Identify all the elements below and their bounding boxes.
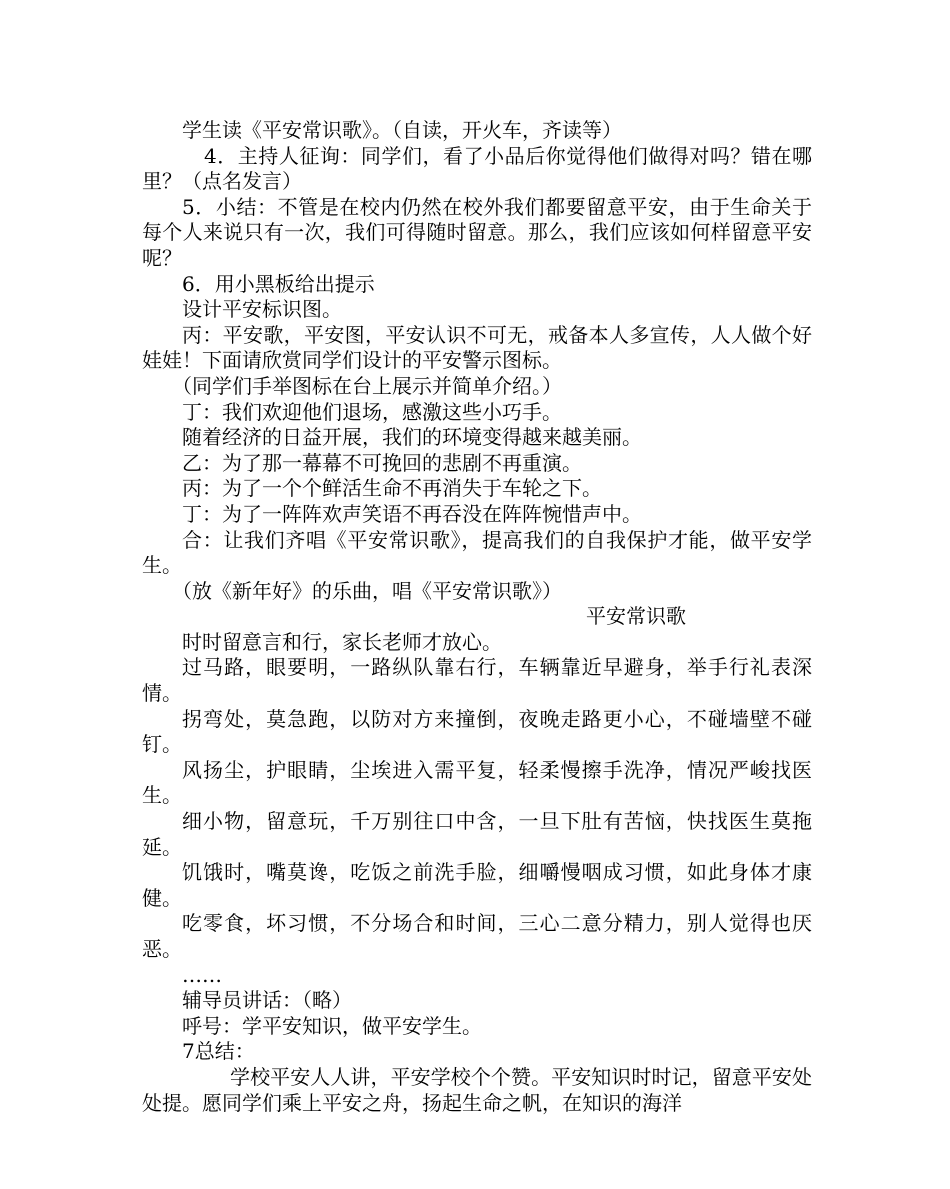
paragraph-counselor: 辅导员讲话：（略）	[182, 988, 352, 1013]
song-line-5: 细小物，留意玩，千万别往口中含，一旦下肚有苦恼，快找医生莫拖延。	[142, 809, 812, 859]
paragraph-students-show: （同学们手举图标在台上展示并简单介绍。）	[172, 373, 562, 398]
paragraph-bing-2: 丙：为了一个个鲜活生命不再消失于车轮之下。	[182, 476, 602, 501]
paragraph-read-song: 学生读《平安常识歌》。（自读，开火车，齐读等）	[182, 118, 622, 142]
song-line-2: 过马路，眼要明，一路纵队靠右行，车辆靠近早避身，举手行礼表深情。	[142, 655, 812, 706]
paragraph-together: 合：让我们齐唱《平安常识歌》，提高我们的自我保护才能，做平安学生。	[142, 527, 812, 578]
paragraph-design-signs: 设计平安标识图。	[182, 297, 342, 322]
song-line-3: 拐弯处，莫急跑，以防对方来撞倒，夜晚走路更小心，不碰墙壁不碰钉。	[142, 706, 812, 757]
paragraph-play-music: （放《新年好》的乐曲，唱《平安常识歌》）	[172, 578, 562, 603]
paragraph-summary-heading: 7总结：	[182, 1039, 255, 1064]
paragraph-step-4: 4．主持人征询：同学们，看了小品后你觉得他们做得对吗？错在哪里？（点名发言）	[142, 143, 812, 194]
paragraph-economy: 随着经济的日益开展，我们的环境变得越来越美丽。	[182, 425, 642, 450]
paragraph-slogan: 呼号：学平安知识，做平安学生。	[182, 1013, 482, 1038]
paragraph-step-5: 5．小结：不管是在校内仍然在校外我们都要留意平安，由于生命关于每个人来说只有一次，我们可得随时留意。那么，我们应该如何样留意平安呢？	[142, 194, 812, 270]
song-line-4: 风扬尘，护眼睛，尘埃进入需平复，轻柔慢擦手洗净，情况严峻找医生。	[142, 757, 812, 808]
ellipsis: ……	[182, 962, 222, 987]
song-line-1: 时时留意言和行，家长老师才放心。	[182, 629, 502, 654]
paragraph-summary: 学校平安人人讲，平安学校个个赞。平安知识时时记，留意平安处处提。愿同学们乘上平安之舟，扬起生命之帆，在知识的海洋	[142, 1064, 812, 1115]
song-line-6: 饥饿时，嘴莫谗，吃饭之前洗手脸，细嚼慢咽成习惯，如此身体才康健。	[142, 860, 812, 910]
document-page	[142, 118, 812, 1116]
paragraph-bing-1: 丙：平安歌，平安图，平安认识不可无，戒备本人多宣传，人人做个好娃娃！下面请欣赏同学们设计的平安警示图标。	[142, 322, 812, 373]
song-title: 平安常识歌	[586, 604, 686, 629]
paragraph-step-6: 6．用小黑板给出提示	[182, 271, 375, 296]
paragraph-ding-1: 丁：我们欢迎他们退场，感激这些小巧手。	[182, 399, 562, 424]
paragraph-yi: 乙：为了那一幕幕不可挽回的悲剧不再重演。	[182, 450, 582, 475]
song-line-7: 吃零食，坏习惯，不分场合和时间，三心二意分精力，别人觉得也厌恶。	[142, 911, 812, 961]
paragraph-ding-2: 丁：为了一阵阵欢声笑语不再吞没在阵阵惋惜声中。	[182, 501, 642, 526]
